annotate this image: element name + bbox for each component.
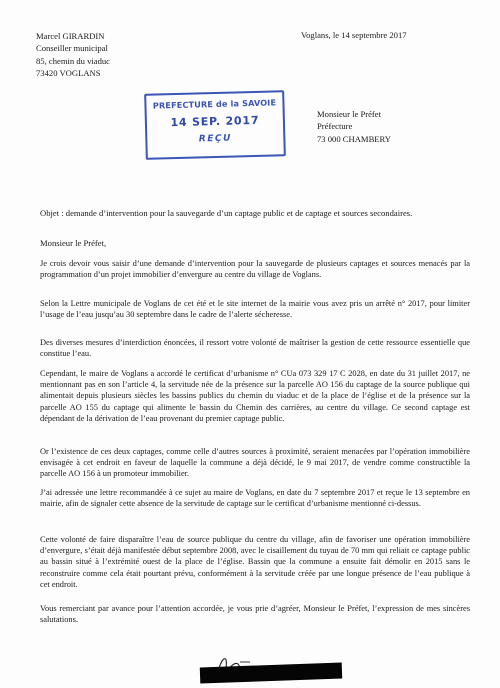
paragraph: Vous remerciant par avance pour l’attention accordée, je vous prie d’agréer, Monsieur le Préfet, l’expression de mes sincères salutations. xyxy=(40,604,470,625)
recipient-line2: Préfecture xyxy=(317,121,353,132)
stamp-received: REÇU xyxy=(198,133,232,145)
sender-block xyxy=(36,30,110,80)
recipient-line3: 73 000 CHAMBERY xyxy=(317,133,392,144)
paragraph: Selon la Lettre municipale de Voglans de cet été et le site internet de la mairie vous avez pris un arrêté n° 2017, pour limiter l’usage de l’eau jusqu’au 30 septembre dans le cadre de l’alerte sécheresse. xyxy=(40,299,470,320)
sender-name: Marcel GIRARDIN xyxy=(36,31,105,41)
paragraph: Cette volonté de faire disparaître l’eau de source publique du centre du village, afin de favoriser une opération immobilière d’envergure, s’était déjà manifestée début septembre 2008, avec le cisaillement du tuyau de 70 mm qui reliait ce captage public au bassin situé à l’extrémité ouest de la place de l’église. Bassin que la commune a ensuite fait démolir en 2015 sans le reconstruire comme cela était pourtant prévu, conformément à la servitude créée par une longue présence de l’eau publique à cet endroit. xyxy=(40,535,470,589)
paragraph: J’ai adressée une lettre recommandée à ce sujet au maire de Voglans, en date du 7 septembre 2017 et reçue le 13 septembre en mairie, afin de signaler cette absence de la servitude de captage sur le certificat d’urbanisme mentionné ci-dessus. xyxy=(40,488,470,509)
paragraph: Des diverses mesures d’interdiction énoncées, il ressort votre volonté de maîtriser la gestion de cette ressource essentielle que constitue l’eau. xyxy=(40,338,470,359)
recipient-block xyxy=(317,108,391,145)
salutation: Monsieur le Préfet, xyxy=(40,238,107,248)
sender-address-line2: 73420 VOGLANS xyxy=(36,68,101,79)
reception-stamp xyxy=(144,90,286,160)
stamp-date: 14 SEP. 2017 xyxy=(170,113,260,130)
letter-date: Voglans, le 14 septembre 2017 xyxy=(301,30,407,40)
recipient-line1: Monsieur le Préfet xyxy=(317,109,381,119)
stamp-prefecture: PREFECTURE de la SAVOIE xyxy=(152,97,277,111)
paragraph: Cependant, le maire de Voglans a accordé le certificat d’urbanisme n° CUa 073 329 17 C 2028, en date du 31 juillet 2017, ne mentionnant pas en son l’article 4, la servitude née de la présence sur la parcelle AO 156 du captage de la source publique qui alimentait depuis plusieurs siècles les bassins publics du chemin du viaduc et de la place de l’église et de la présence sur la parcelle AO 155 du captage qui alimente le bassin du Chemin des carrières, au centre du village. Ce second captage est dépendant de la dérivation de l’eau provenant du premier captage public. xyxy=(40,369,470,423)
sender-address-line1: 85, chemin du viaduc xyxy=(36,55,110,66)
subject-line: Objet : demande d’intervention pour la sauvegarde d’un captage public et de captage et sources secondaires. xyxy=(40,208,413,218)
paragraph: Je crois devoir vous saisir d’une demande d’intervention pour la sauvegarde de plusieurs captages et sources menacés par la programmation d’un projet immobilier d’envergure au centre du village de Voglans. xyxy=(40,259,470,280)
sender-title: Conseiller municipal xyxy=(36,43,108,54)
paragraph: Or l’existence de ces deux captages, comme celle d’autres sources à proximité, seraient menacées par l’opération immobilière envisagée à cet endroit en faveur de laquelle la commune a déjà décidé, le 9 mai 2017, de vendre comme constructible la parcelle AO 156 à un promoteur immobilier. xyxy=(40,447,470,479)
